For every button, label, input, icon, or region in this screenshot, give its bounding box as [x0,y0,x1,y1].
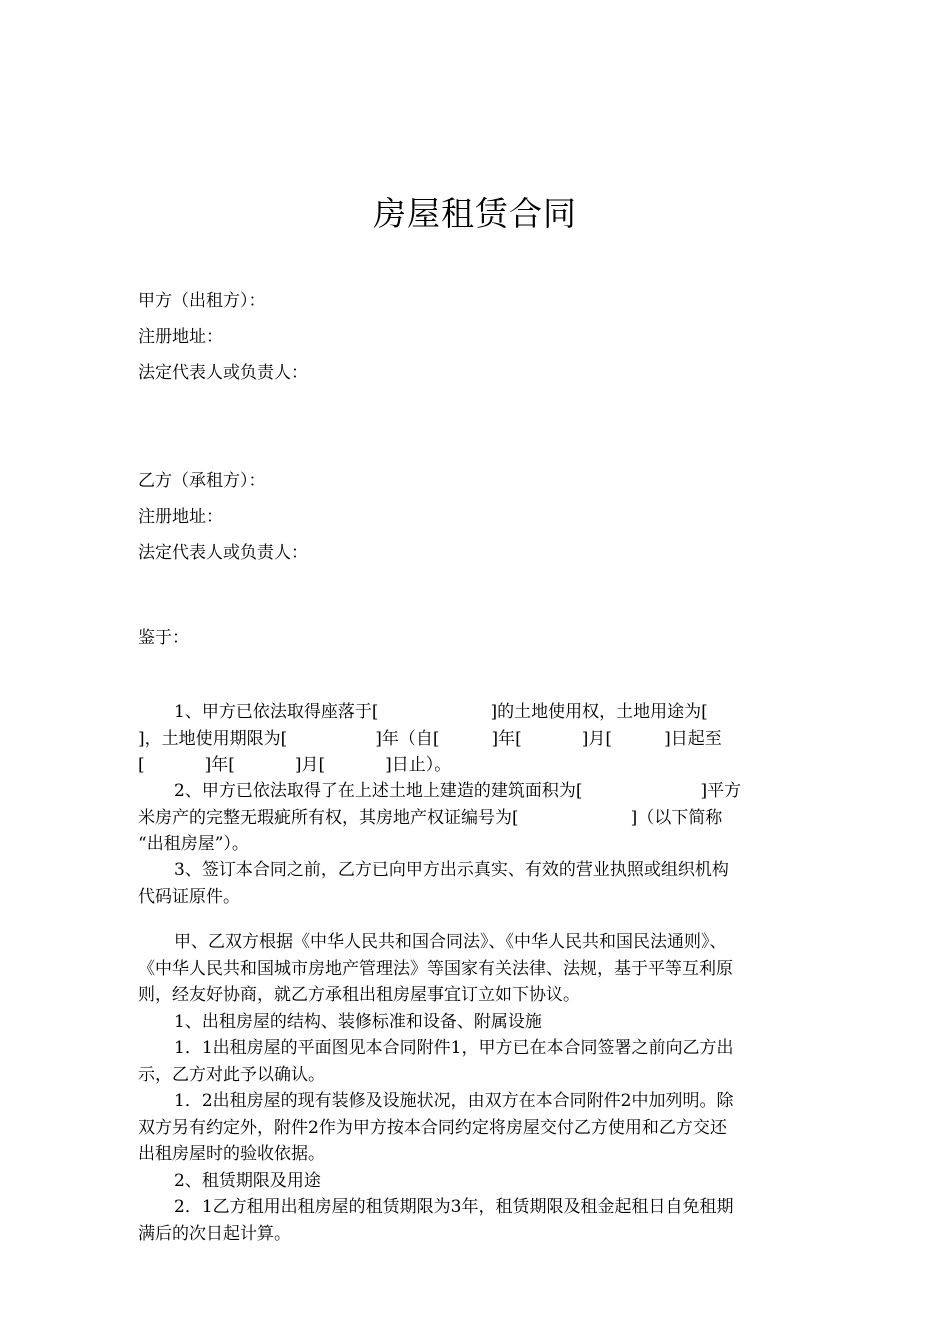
clause-1-line-3: [ ]年[ ]月[ ]日止）。 [138,755,452,775]
whereas-clause-3 [138,857,818,910]
clause-3-line-1: 3、签订本合同之前，乙方已向甲方出示真实、有效的营业执照或组织机构 [174,860,729,880]
party-a-label: 甲方（出租方）： [138,291,266,311]
clause-2-line-3: “出租房屋”）。 [138,834,249,854]
item-1-2-line-2: 双方另有约定外，附件2作为甲方按本合同约定将房屋交付乙方使用和乙方交还 [138,1117,727,1138]
whereas-clause-2 [138,778,818,858]
preamble-line-2: 《中华人民共和国城市房地产管理法》等国家有关法律、法规，基于平等互利原 [138,958,733,979]
item-2-1-line-2: 满后的次日起计算。 [138,1223,291,1244]
party-a-representative-label: 法定代表人或负责人： [138,363,308,383]
party-b-address-label: 注册地址： [138,507,223,527]
item-1-2-line-3: 出租房屋时的验收依据。 [138,1144,325,1164]
party-b-representative-label: 法定代表人或负责人： [138,543,308,563]
clause-2-line-1: 2、甲方已依法取得了在上述土地上建造的建筑面积为[ ]平方 [174,781,742,801]
preamble-line-1: 甲、乙双方根据《中华人民共和国合同法》、《中华人民共和国民法通则》、 [174,932,727,952]
whereas-clause-1 [138,699,818,779]
party-a-address-label: 注册地址： [138,327,223,347]
clause-2-line-2: 米房产的完整无瑕疵所有权，其房地产权证编号为[ ]（以下简称 [138,807,723,828]
party-b-label: 乙方（承租方）： [138,471,266,491]
whereas-label: 鉴于： [138,628,189,648]
clause-3-line-2: 代码证原件。 [138,886,240,907]
preamble-line-3: 则，经友好协商，就乙方承租出租房屋事宜订立如下协议。 [138,985,580,1005]
agreement-preamble [138,929,818,1247]
document-title: 房屋租赁合同 [373,194,577,233]
section-1-heading: 1、出租房屋的结构、装修标准和设备、附属设施 [174,1011,542,1032]
item-1-1-line-2: 示，乙方对此予以确认。 [138,1064,325,1085]
item-1-2-line-1: 1．2出租房屋的现有装修及设施状况，由双方在本合同附件2中加列明。除 [174,1091,734,1111]
section-2-heading: 2、租赁期限及用途 [174,1170,321,1191]
item-1-1-line-1: 1．1出租房屋的平面图见本合同附件1，甲方已在本合同签署之前向乙方出 [174,1038,734,1058]
clause-1-line-2: ]，土地使用期限为[ ]年（自[ ]年[ ]月[ ]日起至 [138,728,722,749]
item-2-1-line-1: 2．1乙方租用出租房屋的租赁期限为3年，租赁期限及租金起租日自免租期 [174,1197,734,1217]
clause-1-line-1: 1、甲方已依法取得座落于[ ]的土地使用权，土地用途为[ [174,702,708,722]
